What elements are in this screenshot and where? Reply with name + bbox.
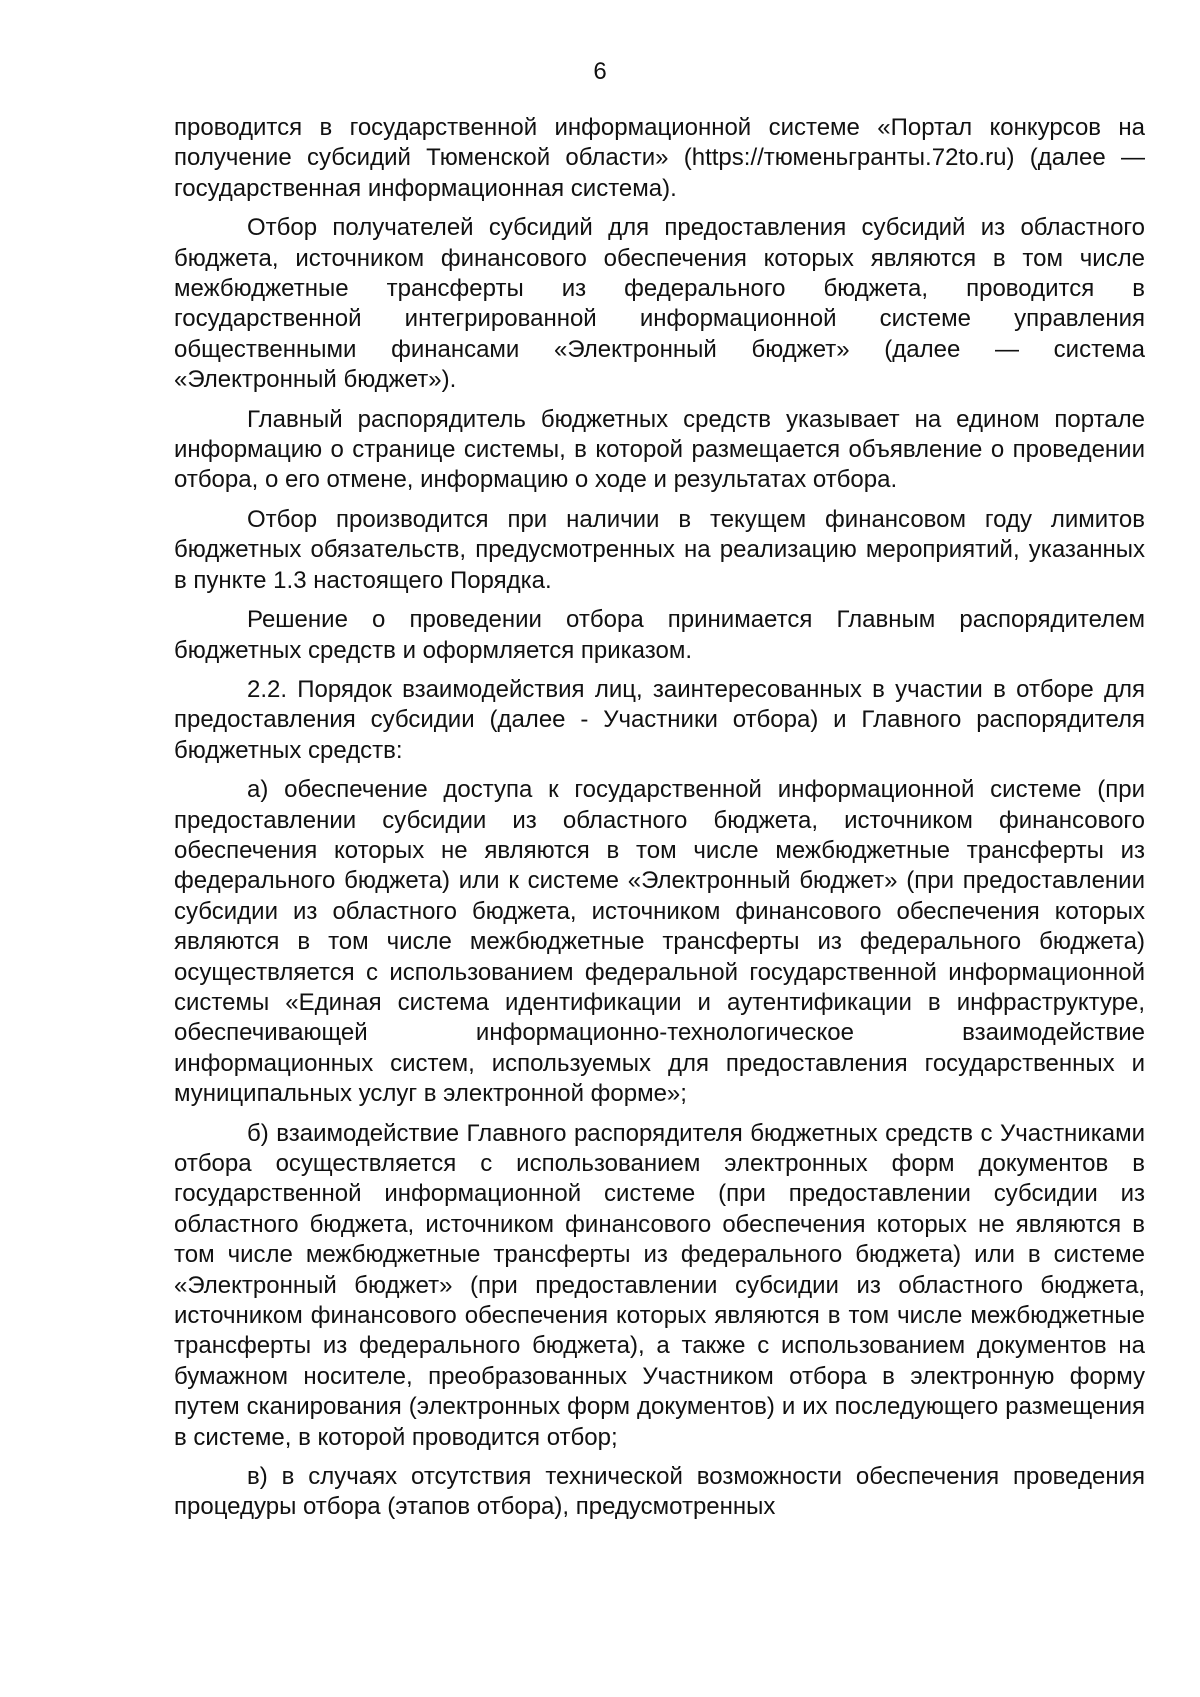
paragraph-budget-limits: Отбор производится при наличии в текущем финансовом году лимитов бюджетных обязательств, предусмотренных на реализацию мероприятий, указанных в пункте 1.3 настоящего Порядка. — [174, 505, 1145, 594]
paragraph-section-2-2: 2.2. Порядок взаимодействия лиц, заинтересованных в участии в отборе для предоставления субсидии (далее - Участники отбора) и Главного распорядителя бюджетных средств: — [174, 675, 1145, 764]
paragraph-electronic-budget: Отбор получателей субсидий для предоставления субсидий из областного бюджета, источником финансового обеспечения которых являются в том числе межбюджетные трансферты из федерального бюджета, проводится в государственной интегрированной информационной системе управления общественными финансами «Электронный бюджет» (далее — система «Электронный бюджет»). — [174, 214, 1145, 394]
paragraph-item-b: б) взаимодействие Главного распорядителя бюджетных средств с Участниками отбора осуществляется с использованием электронных форм документов в государственной информационной системе (при предоставлении субсидии из областного бюджета, источником финансового обеспечения которых не являются в том числе межбюджетные трансферты из федерального бюджета) или в системе «Электронный бюджет» (при предоставлении субсидии из областного бюджета, источником финансового обеспечения которых являются в том числе межбюджетные трансферты из федерального бюджета), а также с использованием документов на бумажном носителе, преобразованных Участником отбора в электронную форму путем сканирования (электронных форм документов) и их последующего размещения в системе, в которой проводится отбор; — [174, 1119, 1145, 1451]
paragraph-selection-decision: Решение о проведении отбора принимается Главным распорядителем бюджетных средств и оформляется приказом. — [174, 606, 1145, 664]
paragraph-item-a: а) обеспечение доступа к государственной информационной системе (при предоставлении субсидии из областного бюджета, источником финансового обеспечения которых не являются в том числе межбюджетные трансферты из федерального бюджета) или к системе «Электронный бюджет» (при предоставлении субсидии из областного бюджета, источником финансового обеспечения которых являются в том числе межбюджетные трансферты из федерального бюджета) осуществляется с использованием федеральной государственной информационной системы «Единая система идентификации и аутентификации в инфраструктуре, обеспечивающей информационно-технологическое взаимодействие информационных систем, используемых для предоставления государственных и муниципальных услуг в электронной форме»; — [174, 776, 1145, 1108]
paragraph-main-distributor: Главный распорядитель бюджетных средств указывает на едином портале информацию о странице системы, в которой размещается объявление о проведении отбора, о его отмене, информацию о ходе и результатах отбора. — [174, 405, 1145, 494]
paragraph-continuation-portal: проводится в государственной информационной системе «Портал конкурсов на получение субсидий Тюменской области» (https://тюменьгранты.72to.ru) (далее — государственная информационная система). — [174, 114, 1145, 202]
page-number: 6 — [593, 58, 607, 85]
paragraph-item-v: в) в случаях отсутствия технической возможности обеспечения проведения процедуры отбора (этапов отбора), предусмотренных — [174, 1463, 1145, 1521]
document-body — [174, 113, 1145, 1523]
